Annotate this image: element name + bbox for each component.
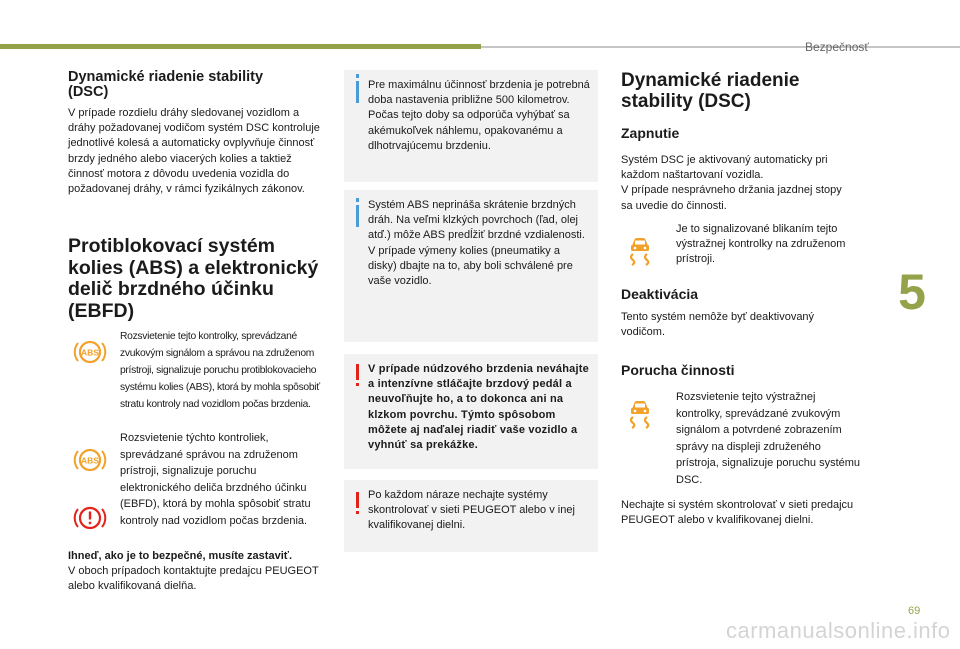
info-icon-bar — [356, 205, 359, 227]
info-icon — [356, 74, 359, 78]
dsc-flashing-text: Je to signalizované blikaním tejto výstražnej kontrolky na združenom prístroji. — [676, 223, 846, 266]
info-icon — [356, 198, 359, 202]
abs-warning-icon — [72, 334, 108, 370]
dsc-skid-icon — [622, 395, 658, 431]
fault-note-text: Nechajte si systém skontrolovať v sieti predajcu PEUGEOT alebo v kvalifikovanej dielni. — [621, 499, 854, 527]
warning-box-emergency — [344, 354, 598, 469]
info-box-abs — [344, 190, 598, 342]
left-column — [68, 70, 322, 197]
abs-warning-icon — [72, 442, 108, 478]
activation-text: Systém DSC je aktivovaný automaticky pri každom naštartovaní vozidla. V prípade nesprávneho držania jazdnej stopy sa uvedie do činnosti. — [621, 154, 842, 212]
fault-note — [621, 498, 881, 528]
warning-icon-dot — [356, 511, 359, 514]
ebfd-warning-text: Rozsvietenie týchto kontroliek, sprevádzané správou na združenom prístroji, signalizuje poruchu elektronického deliča brzdného účinku (EBFD), ktorá by mohla spôsobiť stratu kontroly nad vozidlom počas brzdenia. — [120, 432, 311, 527]
warning-icon — [356, 364, 359, 380]
header-accent-bar — [0, 44, 481, 49]
abs-icon-label: ABS — [81, 455, 99, 466]
info-icon-bar — [356, 81, 359, 103]
warning-box-text: Po každom náraze nechajte systémy skontrolovať v sieti PEUGEOT alebo v inej kvalifikovanej dielni. — [368, 489, 575, 532]
header-divider — [481, 46, 960, 48]
right-column — [621, 70, 871, 214]
fault-heading: Porucha činnosti — [621, 362, 735, 378]
activation-heading: Zapnutie — [621, 125, 680, 141]
deactivation-heading: Deaktivácia — [621, 286, 699, 302]
info-box-text: Systém ABS neprináša skrátenie brzdných dráh. Na veľmi klzkých povrchoch (ľad, olej atď.) môže ABS predĺžiť brzdné vzdialenosti. V prípade výmeny kolies (pneumatiky a disky) dbajte na to, aby boli schválené pre vaše vozidlo. — [368, 199, 585, 288]
dsc-flashing-row — [622, 222, 872, 268]
page-number: 69 — [908, 605, 921, 617]
fault-section — [621, 362, 871, 378]
watermark: carmanualsonline.info — [726, 618, 951, 643]
section-title: Bezpečnosť — [805, 40, 869, 54]
warning-box-impact — [344, 480, 598, 552]
abs-heading: Protiblokovací systém kolies (ABS) a elektronický delič brzdného účinku (EBFD) — [68, 235, 319, 322]
dsc-intro-text: V prípade rozdielu dráhy sledovanej vozidlom a dráhy požadovanej vodičom systém DSC kontroluje jednotlivé kolesá a automaticky ovplyvňuje činnosť brzdy jedného alebo viacerých kolies a taktiež činnosť motora z dôvodu uvedenia vozidla do požadovanej dráhy, v rámci fyzikálnych zákonov. — [68, 107, 320, 196]
abs-icon-label: ABS — [81, 347, 99, 358]
dsc-heading: Dynamické riadenie stability (DSC) — [621, 70, 800, 112]
deactivation-section — [621, 286, 871, 340]
info-box-break-in — [344, 70, 598, 182]
stop-note-text: V oboch prípadoch kontaktujte predajcu PEUGEOT alebo kvalifikovaná dielňa. — [68, 565, 319, 593]
abs-warning-text: Rozsvietenie tejto kontrolky, sprevádzané zvukovým signálom a správou na združenom prístroji, signalizuje poruchu protiblokovacieho systému kolies (ABS), ktorá by mohla spôsobiť stratu kontroly nad vozidlom počas brzdenia. — [120, 331, 320, 410]
ebfd-icons — [72, 442, 108, 536]
ebfd-warning-row — [72, 430, 332, 536]
abs-warning-row — [72, 328, 332, 413]
brake-warning-icon — [72, 500, 108, 536]
warning-box-text: V prípade núdzového brzdenia neváhajte a intenzívne stláčajte brzdový pedál a neuvoľňujte ho, a to dokonca ani na klzkom povrchu. Týmto spôsobom môžete aj naďalej riadiť vaše vozidlo a vyhnúť sa prekážke. — [368, 363, 589, 452]
info-box-text: Pre maximálnu účinnosť brzdenia je potrebná doba nastavenia približne 500 kilometrov. Počas tejto doby sa odporúča vyhýbať sa akémukoľvek náhlemu, opakovanému a dlhotrvajúcemu brzdeniu. — [368, 79, 590, 152]
abs-section — [68, 236, 322, 322]
dsc-fault-text: Rozsvietenie tejto výstražnej kontrolky, sprevádzané zvukovým signálom a potvrdené zobrazením správy na displeji združeného prístroja, signalizuje poruchu systému DSC. — [676, 391, 861, 486]
dsc-skid-icon — [622, 232, 658, 268]
chapter-number: 5 — [882, 263, 942, 321]
deactivation-text: Tento systém nemôže byť deaktivovaný vodičom. — [621, 311, 815, 339]
stop-note — [68, 549, 328, 595]
dsc-fault-row — [622, 389, 872, 488]
warning-icon-dot — [356, 383, 359, 386]
stop-note-bold: Ihneď, ako je to bezpečné, musíte zastaviť. — [68, 550, 293, 562]
dsc-intro-heading: Dynamické riadenie stability (DSC) — [68, 69, 264, 100]
warning-icon — [356, 492, 359, 508]
